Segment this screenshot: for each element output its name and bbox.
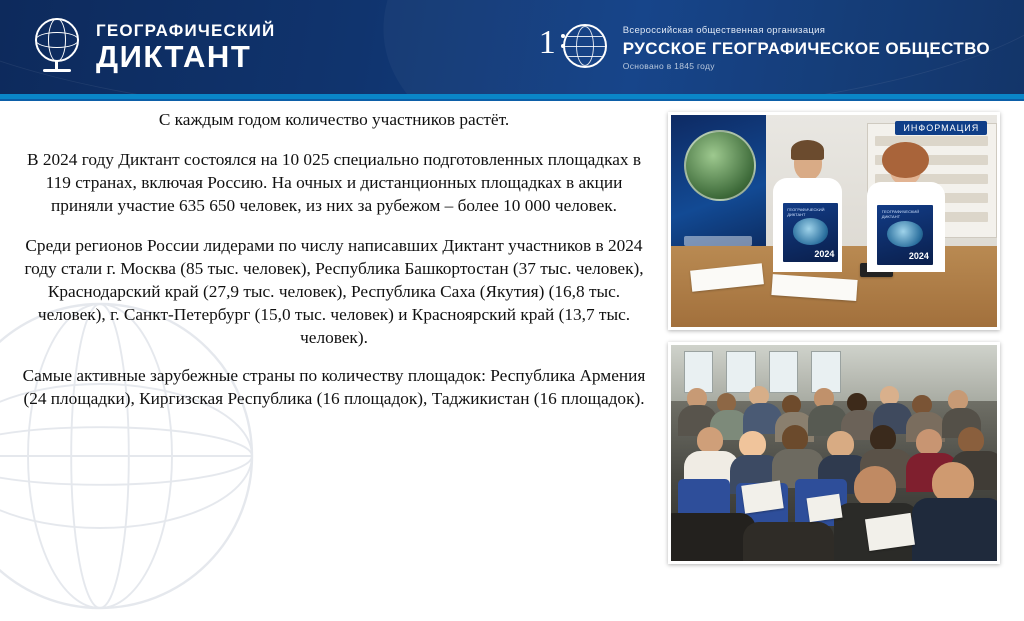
rgo-line-1: Всероссийская общественная организация [622,24,826,36]
photo-bottom-window-3 [769,351,798,392]
rgo-emblem-number: 1 [538,24,555,61]
globe-icon [32,18,84,76]
rgo-logo [539,22,990,74]
photo-bottom-window-4 [811,351,840,392]
logo-line-1: ГЕОГРАФИЧЕСКИЙ [96,21,276,40]
paragraph-intro: С каждым годом количество участников растёт. [158,110,510,129]
rgo-line-3: Основано в 1845 году [622,60,715,71]
photo-bottom-window-2 [726,351,755,392]
photo-top-card-left-title: ГЕОГРАФИЧЕСКИЙ ДИКТАНТ [787,206,825,217]
photo-bottom-head [958,427,984,453]
photo-bottom-head-foreground [932,462,974,503]
photo-bottom-head [827,431,853,457]
header-accent-bar-secondary [0,99,1024,101]
photo-participants [668,112,1000,330]
paragraph-foreign: Самые активные зарубежные страны по количеству площадок: Республика Армения (24 площадки), Киргизская Республика (16 площадок), Таджикистан (16 площадок). [22,366,646,408]
photo-top-card-right [876,204,933,265]
slide-header [0,0,1024,94]
photo-top-info-badge: ИНФОРМАЦИЯ [895,121,987,135]
photo-bottom-worksheet [741,481,784,514]
geodiktant-logo [32,18,275,76]
rgo-text [623,25,990,72]
photo-bottom-head [870,425,896,451]
photo-top-card-left-year: 2024 [814,248,835,259]
photo-bottom-torso-foreground [743,522,834,564]
photo-bottom-head [948,390,968,409]
logo-text [96,22,275,72]
logo-line-2: ДИКТАНТ [96,39,252,74]
photo-bottom-torso-foreground [912,498,1000,561]
photo-top-card-left [782,202,839,263]
photo-audience [668,342,1000,564]
photo-bottom-window-1 [684,351,713,392]
photo-bottom-head [782,425,808,451]
photo-bottom-head [916,429,942,455]
rgo-emblem-ring [563,24,607,68]
photo-bottom-head [697,427,723,453]
paragraph-regions: Среди регионов России лидерами по числу написавших Диктант участников в 2024 году стали г. Москва (85 тыс. человек), Республика Башкортостан (37 тыс. человек), Краснодарский край (27,9 тыс. человек), Республика Саха (Якутия) (16,8 тыс. человек), г. Санкт-Петербург (15,0 тыс. человек) и Красноярский край (13,7 тыс. человек). [24,236,644,347]
photo-bottom-head-foreground [854,466,896,507]
photo-bottom-head [739,431,765,457]
photo-bottom-worksheet [865,513,915,551]
photo-top-card-right-year: 2024 [908,250,929,261]
paragraph-2024-stats: В 2024 году Диктант состоялся на 10 025 специально подготовленных площадках в 119 странах, включая Россию. На очных и дистанционных площадках в акции приняли участие 635 650 человек, из них за рубежом – более 10 000 человек. [26,150,642,215]
photo-top-banner [671,115,766,268]
photo-top-card-right-title: ГЕОГРАФИЧЕСКИЙ ДИКТАНТ [881,208,920,219]
photo-bottom-worksheet [806,494,842,522]
rgo-emblem-icon [539,22,609,74]
slide-body-text [14,108,654,564]
rgo-line-2: РУССКОЕ ГЕОГРАФИЧЕСКОЕ ОБЩЕСТВО [622,38,990,58]
